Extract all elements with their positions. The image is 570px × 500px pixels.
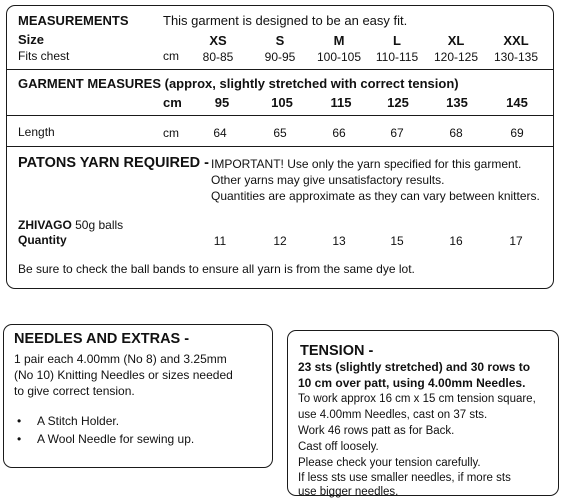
quantity-value: 13 — [332, 234, 346, 248]
length-unit: cm — [163, 126, 179, 140]
length-value: 69 — [510, 126, 524, 140]
needles-line: (No 10) Knitting Needles or sizes needed — [14, 368, 233, 382]
length-value: 66 — [332, 126, 346, 140]
garment-unit: cm — [163, 95, 182, 110]
length-value: 68 — [449, 126, 463, 140]
garment-value: 135 — [446, 95, 468, 110]
needles-line: to give correct tension. — [14, 384, 135, 398]
quantity-value: 11 — [213, 234, 227, 248]
yarn-note: IMPORTANT! Use only the yarn specified for this garment. — [211, 157, 522, 171]
bullet-icon: • — [17, 414, 22, 428]
garment-value: 145 — [506, 95, 528, 110]
garment-value: 115 — [330, 95, 352, 110]
tension-line: To work approx 16 cm x 15 cm tension square, — [298, 393, 536, 405]
size-header: L — [393, 33, 401, 48]
chest-value: 100-105 — [316, 50, 362, 64]
measurements-heading: MEASUREMENTS — [18, 13, 129, 28]
garment-value: 105 — [271, 95, 293, 110]
size-header: XL — [447, 33, 465, 48]
tension-line: use 4.00mm Needles, cast on 37 sts. — [298, 409, 488, 421]
yarn-note: Other yarns may give unsatisfactory results. — [211, 173, 445, 187]
measurements-intro: This garment is designed to be an easy fit. — [163, 13, 408, 28]
chest-value: 130-135 — [493, 50, 539, 64]
size-header: XS — [209, 33, 227, 48]
needles-heading: NEEDLES AND EXTRAS - — [14, 331, 190, 347]
quantity-value: 15 — [390, 234, 404, 248]
chest-value: 90-95 — [264, 50, 296, 64]
quantity-label: Quantity — [18, 233, 67, 247]
divider — [6, 115, 554, 116]
tension-bold-line: 10 cm over patt, using 4.00mm Needles. — [298, 376, 526, 390]
quantity-value: 16 — [449, 234, 463, 248]
length-label: Length — [18, 125, 55, 139]
garment-value: 95 — [214, 95, 230, 110]
chest-value: 80-85 — [202, 50, 234, 64]
yarn-name: ZHIVAGO 50g balls — [18, 218, 124, 232]
yarn-note: Quantities are approximate as they can vary between knitters. — [211, 189, 540, 203]
divider — [6, 69, 554, 70]
chest-unit: cm — [163, 49, 179, 63]
chest-value: 110-115 — [375, 50, 419, 64]
chest-value: 120-125 — [433, 50, 479, 64]
garment-value: 125 — [387, 95, 409, 110]
quantity-value: 17 — [509, 234, 523, 248]
size-header: S — [275, 33, 285, 48]
tension-line: Work 46 rows patt as for Back. — [298, 425, 455, 437]
length-value: 64 — [213, 126, 227, 140]
length-value: 65 — [273, 126, 287, 140]
size-header: XXL — [503, 33, 529, 48]
size-header: M — [333, 33, 345, 48]
tension-line: If less sts use smaller needles, if more sts — [298, 472, 511, 484]
yarn-footer: Be sure to check the ball bands to ensure all yarn is from the same dye lot. — [18, 262, 415, 276]
garment-heading: GARMENT MEASURES (approx, slightly stretched with correct tension) — [18, 76, 459, 91]
tension-line: use bigger needles. — [298, 486, 399, 498]
tension-bold-line: 23 sts (slightly stretched) and 30 rows to — [298, 360, 531, 374]
quantity-value: 12 — [273, 234, 287, 248]
divider — [6, 146, 554, 147]
length-value: 67 — [390, 126, 404, 140]
fits-chest-label: Fits chest — [18, 49, 70, 63]
needles-bullet: A Wool Needle for sewing up. — [37, 432, 195, 446]
tension-line: Please check your tension carefully. — [298, 457, 481, 469]
tension-line: Cast off loosely. — [298, 441, 379, 453]
bullet-icon: • — [17, 432, 22, 446]
needles-line: 1 pair each 4.00mm (No 8) and 3.25mm — [14, 352, 227, 366]
needles-bullet: A Stitch Holder. — [37, 414, 120, 428]
tension-heading: TENSION - — [300, 343, 374, 359]
size-label: Size — [18, 32, 45, 47]
yarn-heading: PATONS YARN REQUIRED - — [18, 155, 209, 171]
